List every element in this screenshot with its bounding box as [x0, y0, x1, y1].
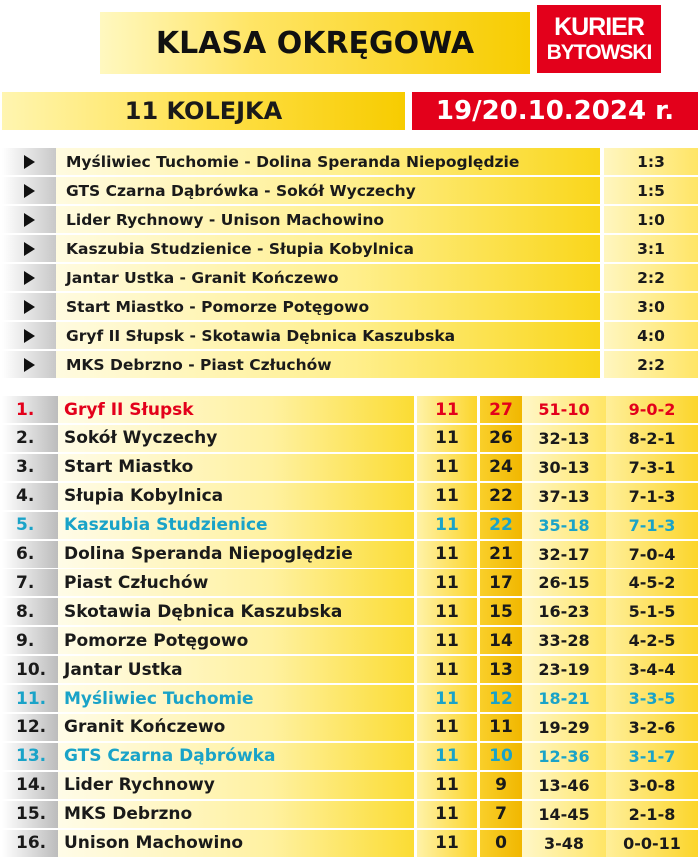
points: 27	[480, 396, 522, 423]
play-arrow-icon	[2, 206, 56, 233]
matches-played: 11	[417, 569, 477, 596]
win-draw-loss: 9-0-2	[606, 396, 698, 423]
team-name: GTS Czarna Dąbrówka	[58, 743, 414, 770]
position: 9.	[2, 627, 58, 654]
play-arrow-icon	[2, 322, 56, 349]
points: 13	[480, 656, 522, 683]
team-name: Myśliwiec Tuchomie	[58, 685, 414, 712]
match-row	[2, 264, 698, 291]
team-name: Słupia Kobylnica	[58, 483, 414, 510]
table-row	[2, 714, 698, 741]
matches-played: 11	[417, 772, 477, 799]
team-name: Pomorze Potęgowo	[58, 627, 414, 654]
win-draw-loss: 5-1-5	[606, 598, 698, 625]
win-draw-loss: 3-0-8	[606, 772, 698, 799]
win-draw-loss: 4-2-5	[606, 627, 698, 654]
points: 0	[480, 830, 522, 857]
win-draw-loss: 3-1-7	[606, 743, 698, 770]
play-arrow-icon	[2, 235, 56, 262]
goals: 51-10	[522, 396, 606, 423]
match-row	[2, 177, 698, 204]
matches-played: 11	[417, 598, 477, 625]
date-bar	[412, 92, 698, 130]
win-draw-loss: 7-1-3	[606, 512, 698, 539]
position: 6.	[2, 541, 58, 568]
points: 17	[480, 569, 522, 596]
goals: 32-17	[522, 541, 606, 568]
play-arrow-icon	[2, 351, 56, 378]
position: 4.	[2, 483, 58, 510]
team-name: Start Miastko	[58, 454, 414, 481]
round-bar	[2, 92, 405, 130]
points: 22	[480, 483, 522, 510]
match-score: 3:0	[604, 293, 698, 320]
matches-played: 11	[417, 396, 477, 423]
match-score: 2:2	[604, 351, 698, 378]
match-teams: GTS Czarna Dąbrówka - Sokół Wyczechy	[56, 177, 600, 204]
match-row	[2, 148, 698, 175]
position: 15.	[2, 801, 58, 828]
goals: 3-48	[522, 830, 606, 857]
goals: 23-19	[522, 656, 606, 683]
team-name: Unison Machowino	[58, 830, 414, 857]
win-draw-loss: 3-4-4	[606, 656, 698, 683]
match-teams: Myśliwiec Tuchomie - Dolina Speranda Niepoględzie	[56, 148, 600, 175]
logo-line-1: KURIER	[554, 13, 644, 41]
goals: 14-45	[522, 801, 606, 828]
matches-played: 11	[417, 743, 477, 770]
match-score: 4:0	[604, 322, 698, 349]
play-arrow-icon	[2, 264, 56, 291]
matches-played: 11	[417, 656, 477, 683]
position: 7.	[2, 569, 58, 596]
match-score: 2:2	[604, 264, 698, 291]
match-score: 3:1	[604, 235, 698, 262]
table-row	[2, 772, 698, 799]
goals: 12-36	[522, 743, 606, 770]
win-draw-loss: 7-0-4	[606, 541, 698, 568]
matches-played: 11	[417, 483, 477, 510]
match-row	[2, 322, 698, 349]
goals: 26-15	[522, 569, 606, 596]
match-score: 1:0	[604, 206, 698, 233]
table-row	[2, 425, 698, 452]
table-row	[2, 569, 698, 596]
table-row	[2, 598, 698, 625]
table-row	[2, 743, 698, 770]
match-teams: Lider Rychnowy - Unison Machowino	[56, 206, 600, 233]
round-date: 19/20.10.2024 r.	[435, 96, 675, 126]
points: 10	[480, 743, 522, 770]
team-name: Dolina Speranda Niepoględzie	[58, 541, 414, 568]
position: 11.	[2, 685, 58, 712]
match-teams: Kaszubia Studzienice - Słupia Kobylnica	[56, 235, 600, 262]
play-arrow-icon	[2, 293, 56, 320]
matches-played: 11	[417, 714, 477, 741]
points: 14	[480, 627, 522, 654]
win-draw-loss: 7-3-1	[606, 454, 698, 481]
match-teams: Jantar Ustka - Granit Kończewo	[56, 264, 600, 291]
matches-played: 11	[417, 512, 477, 539]
points: 24	[480, 454, 522, 481]
match-row	[2, 206, 698, 233]
team-name: Granit Kończewo	[58, 714, 414, 741]
goals: 30-13	[522, 454, 606, 481]
table-row	[2, 454, 698, 481]
win-draw-loss: 3-2-6	[606, 714, 698, 741]
match-row	[2, 235, 698, 262]
position: 12.	[2, 714, 58, 741]
match-row	[2, 293, 698, 320]
win-draw-loss: 4-5-2	[606, 569, 698, 596]
points: 22	[480, 512, 522, 539]
win-draw-loss: 3-3-5	[606, 685, 698, 712]
kurier-bytowski-logo	[537, 5, 661, 73]
matches-played: 11	[417, 685, 477, 712]
position: 2.	[2, 425, 58, 452]
match-teams: Gryf II Słupsk - Skotawia Dębnica Kaszubska	[56, 322, 600, 349]
play-arrow-icon	[2, 177, 56, 204]
goals: 33-28	[522, 627, 606, 654]
table-row	[2, 656, 698, 683]
goals: 19-29	[522, 714, 606, 741]
match-score: 1:5	[604, 177, 698, 204]
position: 8.	[2, 598, 58, 625]
goals: 13-46	[522, 772, 606, 799]
match-row	[2, 351, 698, 378]
team-name: MKS Debrzno	[58, 801, 414, 828]
match-teams: Start Miastko - Pomorze Potęgowo	[56, 293, 600, 320]
team-name: Sokół Wyczechy	[58, 425, 414, 452]
table-row	[2, 512, 698, 539]
position: 10.	[2, 656, 58, 683]
league-title-bar	[100, 12, 530, 74]
match-score: 1:3	[604, 148, 698, 175]
points: 7	[480, 801, 522, 828]
goals: 18-21	[522, 685, 606, 712]
position: 1.	[2, 396, 58, 423]
table-row	[2, 830, 698, 857]
match-teams: MKS Debrzno - Piast Człuchów	[56, 351, 600, 378]
points: 21	[480, 541, 522, 568]
table-row	[2, 685, 698, 712]
matches-played: 11	[417, 830, 477, 857]
table-row	[2, 483, 698, 510]
win-draw-loss: 8-2-1	[606, 425, 698, 452]
matches-played: 11	[417, 541, 477, 568]
goals: 32-13	[522, 425, 606, 452]
win-draw-loss: 7-1-3	[606, 483, 698, 510]
points: 12	[480, 685, 522, 712]
position: 16.	[2, 830, 58, 857]
goals: 35-18	[522, 512, 606, 539]
position: 14.	[2, 772, 58, 799]
matches-played: 11	[417, 425, 477, 452]
points: 11	[480, 714, 522, 741]
win-draw-loss: 0-0-11	[606, 830, 698, 857]
position: 3.	[2, 454, 58, 481]
league-title: KLASA OKRĘGOWA	[155, 25, 475, 61]
position: 5.	[2, 512, 58, 539]
team-name: Lider Rychnowy	[58, 772, 414, 799]
logo-line-2: BYTOWSKI	[546, 41, 652, 64]
table-row	[2, 627, 698, 654]
team-name: Kaszubia Studzienice	[58, 512, 414, 539]
matches-played: 11	[417, 454, 477, 481]
points: 15	[480, 598, 522, 625]
table-row	[2, 396, 698, 423]
team-name: Skotawia Dębnica Kaszubska	[58, 598, 414, 625]
position: 13.	[2, 743, 58, 770]
goals: 16-23	[522, 598, 606, 625]
round-label: 11 KOLEJKA	[124, 97, 283, 125]
table-row	[2, 541, 698, 568]
team-name: Jantar Ustka	[58, 656, 414, 683]
table-row	[2, 801, 698, 828]
goals: 37-13	[522, 483, 606, 510]
points: 9	[480, 772, 522, 799]
matches-played: 11	[417, 627, 477, 654]
points: 26	[480, 425, 522, 452]
team-name: Gryf II Słupsk	[58, 396, 414, 423]
play-arrow-icon	[2, 148, 56, 175]
win-draw-loss: 2-1-8	[606, 801, 698, 828]
matches-played: 11	[417, 801, 477, 828]
team-name: Piast Człuchów	[58, 569, 414, 596]
